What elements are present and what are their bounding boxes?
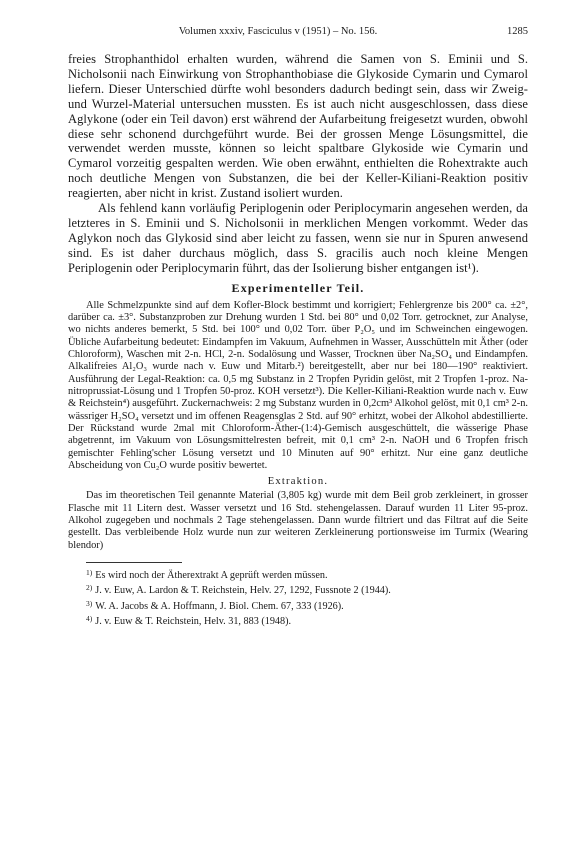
subsection-heading-extraktion: Extraktion. (267, 476, 329, 488)
page-number: 1285 (507, 26, 528, 37)
footnote-mark: 3) (86, 598, 93, 608)
footnote-divider (86, 562, 182, 563)
footnote (68, 598, 528, 613)
footnote-text: W. A. Jacobs & A. Hoffmann, J. Biol. Chem. 67, 333 (1926). (95, 600, 344, 612)
footnotes-list (68, 567, 528, 628)
section-heading-experimental: Experimenteller Teil. (231, 280, 365, 295)
footnote-mark: 1) (86, 568, 93, 578)
extraktion-paragraph: Das im theoretischen Teil genannte Material (3,805 kg) wurde mit dem Beil grob zerkleinert, in grosser Flasche mit 11 Litern dest. Wasser versetzt und 16 Std. stehengelassen. Darauf wurden 11 Liter 95-proz. Alkohol zugegeben und nochmals 2 Tage stehengelassen. Dann wurde filtriert und das Filtrat auf die Seite gestellt. Das verbleibende Holz wurde nun zur weiteren Zerkleinerung portionsweise im Turmix (Wearing blendor) (68, 490, 528, 551)
body-paragraph: Als fehlend kann vorläufig Periplogenin oder Periplocymarin angesehen werden, da letzteres in S. Eminii und S. Nicholsonii in merklichen Mengen vorkommt. Weder das Aglykon noch das Glykosid sind aber leicht zu fassen, wenn sie nur in Spuren anwesend sind. Es ist daher durchaus möglich, dass S. gracilis auch noch kleine Mengen Periplogenin oder Periplocymarin führt, das der Isolierung bisher entgangen ist¹). (68, 201, 528, 275)
experimental-paragraph: Alle Schmelzpunkte sind auf dem Kofler-Block bestimmt und korrigiert; Fehlergrenze bis 200° ca. ±2°, darüber ca. ±3°. Substanzproben zur Drehung wurden 1 Std. bei 80° und 0,02 Torr. getrocknet, zur Analyse, wo nichts anderes bemerkt, 5 Std. bei 100° und 0,02 Torr. über P₂O₅ und im Schweinchen eingewogen. Übliche Aufarbeitung bedeutet: Eindampfen im Vakuum, Aufnehmen in Wasser, Ausschütteln mit Äther (oder Chloroform), Waschen mit 2-n. HCl, 2-n. Sodalösung und Wasser, Trocknen über Na₂SO₄ und Eindampfen. Alkalifreies Al₂O₃ wurde nach v. Euw und Mitarb.²) bereitgestellt, aber nur bei 180—190° reaktiviert. Ausführung der Legal-Reaktion: ca. 0,5 mg Substanz in 2 Tropfen Pyridin gelöst, mit 2 Tropfen 1-proz. Na-nitroprussiat-Lösung und 1 Tropfen 50-proz. KOH versetzt³). Die Keller-Kiliani-Reaktion wurde nach v. Euw & Reichstein⁴) ausgeführt. Zuckernachweis: 2 mg Substanz wurden in 0,2cm³ Alkohol gelöst, mit 0,1 cm³ 2-n. wässriger H₂SO₄ versetzt und im offenen Reagensglas 2 Std. auf 90° erhitzt, wobei der Alkohol abdestillierte. Der Rückstand wurde 2mal mit Chloroform-Äther-(1:4)-Gemisch ausgeschüttelt, die wässerige Phase abgetrennt, im Vakuum von Lösungsmittelresten befreit, mit 0,1 cm³ 2-n. NaOH und 6 Tropfen frisch gemischter Fehling'scher Lösung versetzt und 10 Minuten auf 90° erhitzt. Nur eine ganz deutliche Abscheidung von Cu₂O wurde positiv bewertet. (68, 299, 528, 472)
footnote-text: J. v. Euw & T. Reichstein, Helv. 31, 883 (1948). (95, 615, 292, 627)
footnote-text: Es wird noch der Ätherextrakt A geprüft werden müssen. (95, 570, 328, 582)
footnote-text: J. v. Euw, A. Lardon & T. Reichstein, Helv. 27, 1292, Fussnote 2 (1944). (95, 585, 391, 597)
footnote (68, 613, 528, 628)
running-header (68, 26, 528, 42)
footnote (68, 582, 528, 597)
journal-citation: Volumen xxxiv, Fasciculus v (1951) – No. 156. (178, 26, 378, 37)
footnote-mark: 4) (86, 613, 93, 623)
footnote (68, 567, 528, 582)
body-paragraph: freies Strophanthidol erhalten wurden, während die Samen von S. Eminii und S. Nicholsonii nach Einwirkung von Strophanthobiase die Glykoside Cymarin und Cymarol liefern. Dieser Unterschied dürfte wohl besonders dadurch bedingt sein, dass wir Zweig- und Wurzel-Material untersuchen mussten. Es ist auch nicht ausgeschlossen, dass diese Aglykone (oder ein Teil davon) erst während der Aufarbeitung freigesetzt wurden, obwohl diese sehr schonend durchgeführt wurde. Bei der grossen Menge Lösungsmittel, die verwendet werden musste, können so leicht spaltbare Glykoside wie Cymarin und Cymarol vorzeitig gespalten werden. Wie oben erwähnt, enthielten die Rohextrakte auch noch deutliche Mengen von Substanzen, die bei der Keller-Kiliani-Reaktion positiv reagierten, aber nicht in krist. Zustand isoliert wurden. (68, 52, 528, 201)
footnote-mark: 2) (86, 583, 93, 593)
